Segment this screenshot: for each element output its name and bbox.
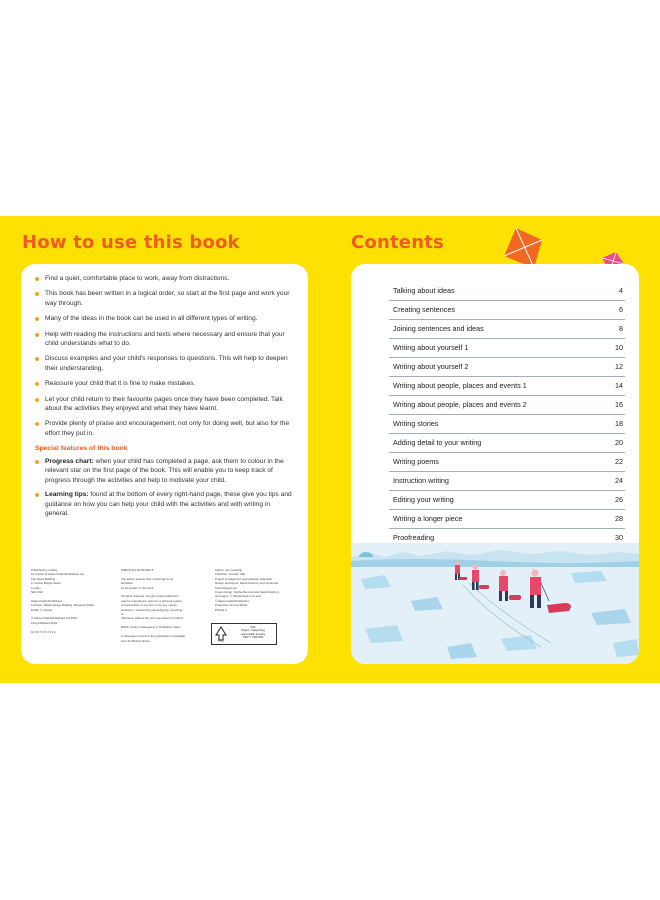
contents-item[interactable] [389,434,625,453]
contents-page: 20 [615,438,623,447]
contents-page: 28 [615,514,623,523]
contents-title: Editing your writing [393,495,454,504]
contents-page: 18 [615,419,623,428]
contents-page: 4 [619,286,623,295]
bullet-icon [35,398,39,402]
contents-title: Proofreading [393,533,435,542]
tip-item: Discuss examples and your child's responses to questions. This will help to deepen their understanding. [35,354,295,373]
imprint-credits: Author: Jon Goulding Publisher: Jennifer Hall Project management and editorial: Chantelle Design and layout: Sarah Duxbury and Contentra Technologies Ltd Cover design: Sophie Bennett and Sarah Duxbury All images: © Shutterstock.com and © HarperCollinsPublishers Production: Emma Wood Printed in [215,568,280,612]
features-list [35,457,295,523]
bullet-icon [35,317,39,321]
imprint-publisher: Published by Collins An imprint of HarperCollinsPublishers Ltd The News Building 1 London Bridge Street London SE1 9GF HarperCollinsPublishers 1st Floor, Watermarque Building, Ringsend Road, Dublin 4, Ireland © HarperCollinsPublishers Ltd 2023 First published 2023 10 9 8 7 6 5 4 3 2 1 [31,568,95,634]
fsc-tree-icon [214,626,228,642]
feature-item [35,490,295,518]
bullet-icon [35,277,39,281]
contents-page: 8 [619,324,623,333]
bullet-icon [35,422,39,426]
contents-page: 30 [615,533,623,542]
contents-item[interactable] [389,415,625,434]
tip-item: This book has been written in a logical order, so start at the first page and work your way through. [35,289,295,308]
fsc-text: MIX Paper | Supporting responsible forestry FSC™ C007454 [240,625,266,640]
contents-title: Writing about yourself 2 [393,362,469,371]
contents-page: 14 [615,381,623,390]
contents-title: Joining sentences and ideas [393,324,484,333]
contents-title: Talking about ideas [393,286,455,295]
contents-page: 6 [619,305,623,314]
feature-label: Learning tips: [45,491,89,499]
contents-item[interactable] [389,339,625,358]
contents-page: 24 [615,476,623,485]
bullet-icon [35,382,39,386]
tip-item: Reassure your child that it is fine to make mistakes. [35,379,295,388]
feature-text: found at the bottom of every right-hand page, these give you tips and guidance on how you can help your child with the activities and with writing in general. [45,491,292,518]
bullet-icon [35,460,39,464]
tip-item: Help with reading the instructions and texts where necessary and ensure that your child understands what to do. [35,330,295,349]
contents-title: Writing about people, places and events 1 [393,381,527,390]
contents-title: Writing about people, places and events 2 [393,400,527,409]
fsc-label [211,623,277,645]
contents-title: Writing stories [393,419,439,428]
tips-list [35,274,295,444]
contents-item[interactable] [389,472,625,491]
bullet-icon [35,493,39,497]
imprint-block [31,568,299,658]
how-to-use-card [21,264,308,664]
tip-item: Find a quiet, comfortable place to work, away from distractions. [35,274,295,283]
contents-list [389,282,625,567]
contents-item[interactable] [389,510,625,529]
contents-title: Creating sentences [393,305,455,314]
contents-title: Writing poems [393,457,439,466]
contents-item[interactable] [389,491,625,510]
tip-item: Let your child return to their favourite pages once they have been completed. Talk about the activities they enjoyed and what they have learnt. [35,395,295,414]
contents-item[interactable] [389,396,625,415]
contents-item[interactable] [389,358,625,377]
contents-page: 10 [615,343,623,352]
sled-icon [509,595,521,600]
contents-page: 16 [615,400,623,409]
contents-title: Adding detail to your writing [393,438,482,447]
imprint-rights: ISBN 978-0-00-867996-5 The author asserts their moral right to be identified as the author of this work. All rights reserved. No part of this publication may be reproduced, stored in a retrieval system, or transmitted, in any form or by any means, electronic, mechanical, photocopying, recording or otherwise, without the prior permission of Collins. British Library Cataloguing in Publication Data A Catalogue record for this publication is available from the British Library. [121,568,185,643]
contents-page: 26 [615,495,623,504]
sled-icon [479,585,489,589]
feature-label: Progress chart: [45,458,94,465]
contents-item[interactable] [389,301,625,320]
contents-card [351,264,639,664]
special-features-heading: Special features of this book [35,445,128,452]
contents-heading: Contents [351,232,444,253]
contents-item[interactable] [389,377,625,396]
contents-page: 22 [615,457,623,466]
contents-title: Writing about yourself 1 [393,343,469,352]
contents-title: Instruction writing [393,476,449,485]
sled-icon [459,577,467,580]
contents-page: 12 [615,362,623,371]
contents-item[interactable] [389,320,625,339]
contents-item[interactable] [389,282,625,301]
bullet-icon [35,357,39,361]
tip-item: Many of the ideas in the book can be used in all different types of writing. [35,314,295,323]
tip-item: Provide plenty of praise and encouragement, not only for doing well, but also for the effort they put in. [35,419,295,438]
svg-text:FSC: FSC [218,638,224,642]
contents-title: Writing a longer piece [393,514,463,523]
feature-text: when your child has completed a page, ask them to colour in the relevant star on the first page of the book. This will enable you to keep track of progress through the activities and help to motivate your child. [45,458,284,484]
contents-item[interactable] [389,453,625,472]
feature-item [35,457,295,485]
polar-expedition-illustration [351,538,639,664]
bullet-icon [35,292,39,296]
bullet-icon [35,333,39,337]
how-to-use-heading: How to use this book [22,232,240,253]
